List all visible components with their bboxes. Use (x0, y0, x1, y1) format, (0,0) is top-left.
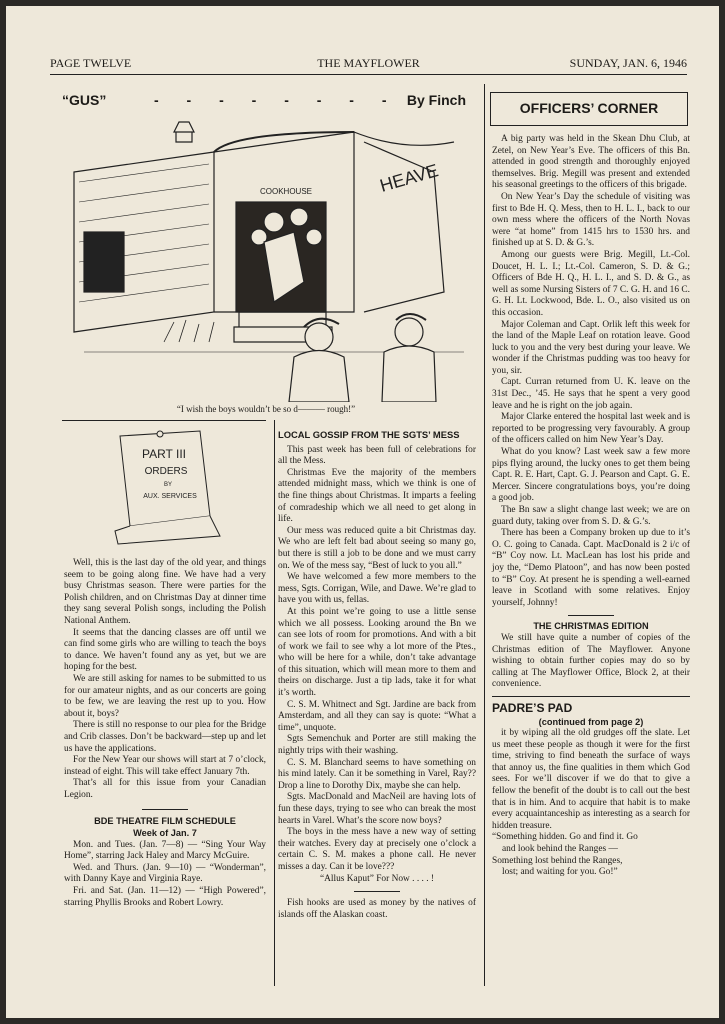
officers-para: On New Year’s Day the schedule of visiting was first to Bde H. Q. Mess, then to H. L. I., back to our own mess where the officers of the North Novas were “at home” from 1415 hrs to 1530 hrs. and finished up at S. D. & G.’s. (492, 191, 690, 249)
mess-signoff: “Allus Kaput” For Now . . . . ! (319, 873, 435, 884)
issue-date: SUNDAY, JAN. 6, 1946 (569, 56, 687, 70)
officers-para: Among our guests were Brig. Megill, Lt.-Col. Doucet, H. L. I.; Lt.-Col. Cameron, S. D. & G.; Officers of Bde H. Q., H. L. I., and S. D. & G., as well as some Nursing Sisters of 7 C. G. H. and 16 C. G. H. Lt. Lockwood, Bde. L. O., also visited us on this occasion. (492, 249, 690, 318)
gus-body (289, 351, 349, 403)
officers-para: The Bn saw a slight change last week; we are on guard duty, taking over from S. D. & G.’s. (492, 505, 690, 527)
officers-para: A big party was held in the Skean Dhu Club, at Zetel, on New Year’s Eve. The officers of this Bn. attended in good strength and thoroughly enjoyed themselves. Brig. Megill was present and extended his seasonal greetings to the officers of this brigade. (492, 134, 690, 191)
legion-para: That’s all for this issue from your Canadian Legion. (64, 778, 266, 800)
cartoon-caption: “I wish the boys wouldn’t be so d——— rough!” (176, 404, 356, 414)
gus-cartoon (64, 112, 468, 402)
notice-line2: ORDERS (144, 466, 188, 477)
window-dark (84, 232, 124, 292)
cartoon-byline: By Finch (406, 92, 466, 108)
christmas-edition-text: We still have quite a number of copies of the Christmas edition of The Mayflower. Anyone wishing to obtain further copies may do so by calling at The Mayflower Office, Block 2, at their convenience. (492, 632, 690, 690)
newspaper-page (6, 6, 719, 1018)
mess-para: Christmas Eve the majority of the members attended midnight mass, which we think is one of the fine things about Christmas. It imparts a feeling of comradeship which we all need to get along in life. (278, 467, 476, 525)
legion-para: For the New Year our shows will start at 7 o’clock, instead of eight. This will take effect January 7th. (64, 755, 266, 777)
legion-para: There is still no response to our plea for the Bridge and Crib classes. Don’t be backward—step up and let us have the applications. (64, 720, 266, 754)
page-number: PAGE TWELVE (50, 56, 132, 70)
poem-line: and look behind the Ranges — (502, 844, 618, 855)
notice-line3: BY (163, 482, 173, 488)
heave-word: HEAVE (377, 160, 441, 196)
cartoon-title: “GUS” (62, 92, 107, 108)
pal-head (395, 318, 423, 346)
notice-pin (157, 431, 163, 437)
officers-corner-column (492, 134, 690, 879)
officers-corner-title: OFFICERS’ CORNER (490, 92, 688, 126)
cartoon-dashes: - - - - - - - - (154, 92, 399, 108)
poem-line: Something lost behind the Ranges, (492, 855, 623, 866)
mess-para: We have welcomed a few more members to the mess, Sgts. Corrigan, Wile, and Dawe. We’re glad to have you with us, fellas. (278, 572, 476, 606)
poem-line: “Something hidden. Go and find it. Go (492, 832, 638, 843)
column-divider-2 (484, 84, 485, 986)
column-divider-1 (274, 420, 275, 986)
padre-rule (492, 696, 690, 697)
mess-para: C. S. M. Whitnect and Sgt. Jardine are back from Amsterdam, and all they can say is quote: “What a time”, unquote. (278, 699, 476, 733)
officers-para: Major Coleman and Capt. Orlik left this week for the land of the Maple Leaf on rotation leave. Good luck to you and the very best during your leave. We wonder if the Christmas pudding was too heavy for you, sir. (492, 319, 690, 376)
rule-col1 (62, 420, 266, 421)
short-rule (354, 891, 400, 892)
mess-para: Sgts. MacDonald and MacNeil are having lots of fun these days, trying to see who can break the most hearts in Varel. What’s the score now boys? (278, 792, 476, 826)
film-week: Week of Jan. 7 (133, 828, 197, 839)
notice-sheet (120, 431, 210, 526)
mess-para: Our mess was reduced quite a bit Christmas day. We who are left felt bad about seeing so many go, but there is still a job to be done and we must carry on. We of the mess say, “Best of luck to you all.” (278, 525, 476, 571)
fish-hooks-fill: Fish hooks are used as money by the natives of islands off the Alaskan coast. (278, 898, 476, 920)
film-entry: Fri. and Sat. (Jan. 11—12) — “High Powered”, starring Phyllis Brooks and Robert Lowry. (64, 886, 266, 908)
pal-body (382, 346, 436, 402)
short-rule (142, 809, 188, 810)
mess-para: C. S. M. Blanchard seems to have something on his mind lately. Can it be something in Varel, Ray?? Drop a line to Dorothy Dix, maybe she can help. (278, 757, 476, 791)
notice-line4: AUX. SERVICES (143, 493, 197, 500)
sgts-mess-column (278, 429, 476, 921)
legion-para: It seems that the dancing classes are off until we can find some girls who are willing to teach the boys to dance. We haven’t found any as yet, but we are hoping for the best. (64, 627, 266, 673)
mess-para: This past week has been full of celebrations for all the Mess. (278, 444, 476, 467)
legion-para: Well, this is the last day of the old year, and things seem to be going along fine. We have had a very busy Christmas season. There were parties for the Polish children, and on Christmas Day at dinner time they sang several Polish songs, including the Polish National Anthem. (64, 558, 266, 626)
canadian-legion-column (64, 558, 266, 909)
mess-para: Sgts Semenchuk and Porter are still making the nightly trips with their washing. (278, 734, 476, 757)
padres-pad-title: PADRE’S PAD (492, 700, 573, 715)
short-rule (568, 615, 614, 616)
notice-line1: PART III (141, 447, 187, 461)
christmas-edition-title: THE CHRISTMAS EDITION (533, 621, 649, 632)
mess-para: The boys in the mess have a new way of setting their watches. Every day at precisely one o’clock a certain C. S. M. makes a phone call. He never misses a day. Can it be love??? (278, 827, 476, 872)
masthead: THE MAYFLOWER (317, 56, 420, 70)
officers-para: Capt. Curran returned from U. K. leave on the 31st Dec., ’45. He says that he spent a very good leave and he is right on the job again. (492, 377, 690, 411)
padre-continued: (continued from page 2) (538, 716, 644, 727)
part-iii-orders-sketch (90, 426, 240, 546)
mess-para: At this point we’re going to use a little sense which we all possess. Looking around the Bn we can see lots of room for promotions. And with a bit of work we fail to see why a lot more of the Ptes., who will be here for a while, don’t take advantage of this situation, which will mean more to them and theirs on discharge. Just a tip lads, take it for what it’s worth. (278, 606, 476, 699)
officers-para: What do you know? Last week saw a few more pips flying around, the lucky ones to get them being Capt. R. E. Hart, Capt. G. J. Pearson and Capt. G. E. Mercer. Sincere congratulations boys, you’re doing a good job. (492, 447, 690, 504)
sgts-mess-title: LOCAL GOSSIP FROM THE SGTS’ MESS (278, 429, 460, 440)
officers-para: There has been a Company broken up due to it’s O. C. going to Canada. Capt. MacDonald is 2 i/c of “B” Coy now. Lt. MacLean has lost his pride and joy the, “Demo Platoon”, and has now been posted to “B” Coy. At present he is spending a well-earned leave in Scotland with some relatives. Enjoy yourself, Johnny! (492, 528, 690, 608)
film-entry: Wed. and Thurs. (Jan. 9—10) — “Wonderman”, with Danny Kaye and Virginia Raye. (64, 862, 266, 885)
crowd-head-4 (306, 229, 322, 245)
gus-head (305, 323, 333, 351)
film-entry: Mon. and Tues. (Jan. 7—8) — “Sing Your Way Home”, starring Jack Haley and Marcy McGuire. (64, 839, 266, 862)
legion-para: We are still asking for names to be submitted to us for our amateur nights, and as our concerts are going to be few, we are leaving the rest up to you. How about it, boys? (64, 673, 266, 719)
film-schedule-title: BDE THEATRE FILM SCHEDULE (94, 816, 236, 827)
poem-line: lost; and waiting for you. Go!” (502, 867, 618, 878)
grass-strokes (164, 320, 214, 342)
crowd-head-2 (290, 208, 308, 226)
hut-roof (354, 132, 454, 145)
cookhouse-sign: COOKHOUSE (260, 187, 313, 196)
officers-para: Major Clarke entered the hospital last week and is reported to be progressing very favourably. A group of the officers called on him New Year’s Day. (492, 412, 690, 446)
crowd-head-1 (264, 212, 284, 232)
page-header (50, 52, 687, 75)
chimney-house (174, 122, 194, 142)
padre-text: it by wiping all the old grudges off the slate. Let us meet these people as though it were for the first time, striving to find beneath the surface of ways that annoy us, the fine qualities in them which God sees. For we’ll discover if we do that to give a fellow the benefit of the doubt is to call out the best that is in him. And to acquire that habit is to make every acquaintanceship as interesting as a search for hidden treasure. (492, 728, 690, 831)
